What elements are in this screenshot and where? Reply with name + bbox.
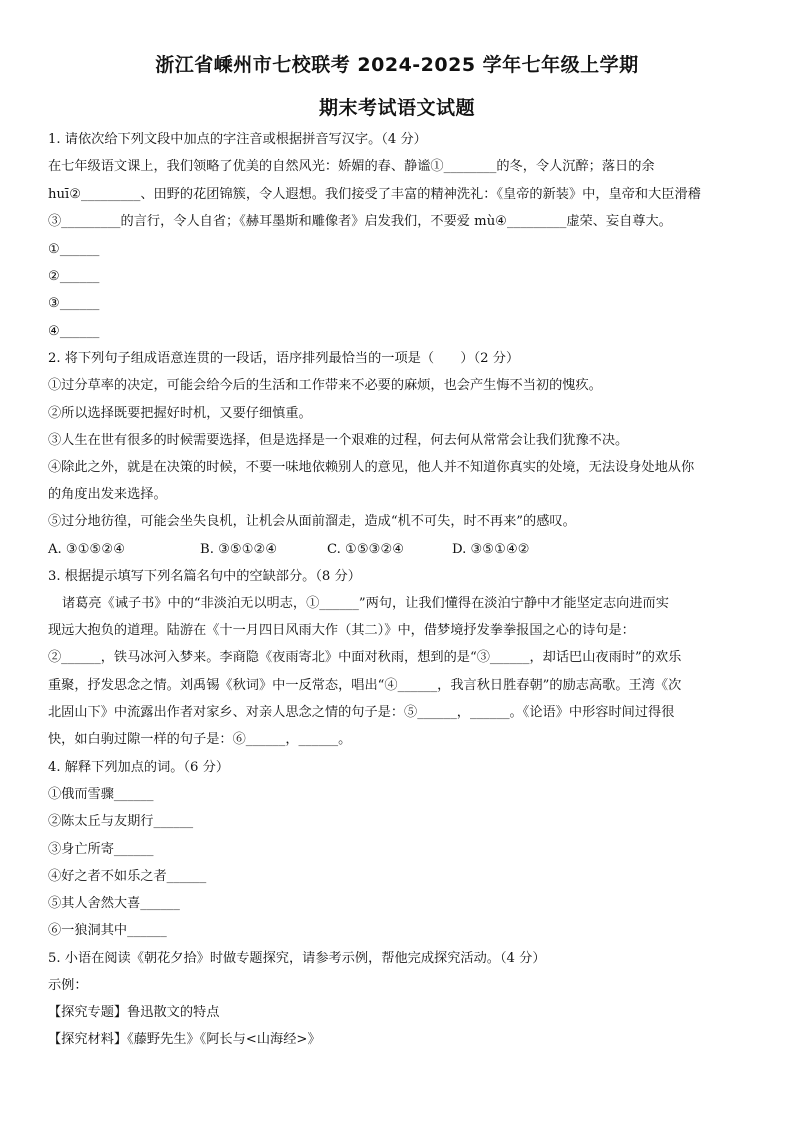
q1-answer-blank-3: ③______ (48, 296, 100, 311)
q2-stem: 2. 将下列句子组成语意连贯的一段话，语序排列最恰当的一项是（ ）（2 分） (48, 351, 520, 366)
q2-option-b[interactable]: B. ③⑤①②④ (200, 542, 278, 557)
q5-example-label: 示例： (48, 978, 88, 993)
q3-line-2: 现远大抱负的道理。陆游在《十一月四日风雨大作（其二）》中，借梦境抒发拳拳报国之心的诗句是： (48, 623, 635, 638)
exam-title: 浙江省嵊州市七校联考 2024-2025 学年七年级上学期 (155, 54, 639, 76)
q3-line-3: ②______，铁马冰河入梦来。李商隐《夜雨寄北》中面对秋雨，想到的是“③______，却话巴山夜雨时”的欢乐 (48, 650, 682, 665)
q5-topic: 【探究专题】鲁迅散文的特点 (48, 1005, 220, 1020)
q2-sentence-4-cont: 的角度出发来选择。 (48, 487, 167, 502)
q2-options (48, 540, 758, 560)
q1-passage-line-3: ③_________的言行，令人自省；《赫耳墨斯和雕像者》启发我们，不要爱 mù④_________虚荣、妄自尊大。 (48, 214, 672, 229)
q4-item-2: ②陈太丘与友期行______ (48, 814, 194, 829)
q4-item-1: ①俄而雪骤______ (48, 787, 154, 802)
q3-line-5: 北固山下》中流露出作者对家乡、对亲人思念之情的句子是：⑤______，______。《论语》中形容时间过得很 (48, 705, 675, 720)
q4-stem: 4. 解释下列加点的词。（6 分） (48, 760, 230, 775)
q2-option-a[interactable]: A. ③①⑤②④ (48, 542, 126, 557)
q3-line-4: 重聚，抒发思念之情。刘禹锡《秋词》中一反常态，唱出“④______，我言秋日胜春朝”的励志高歌。王湾《次 (48, 678, 682, 693)
q1-passage-line-1: 在七年级语文课上，我们领略了优美的自然风光：娇媚的春、静谧①________的冬，令人沉醉；落日的余 (48, 159, 655, 174)
q4-item-5: ⑤其人舍然大喜______ (48, 896, 180, 911)
q2-sentence-5: ⑤过分地彷徨，可能会坐失良机，让机会从面前溜走，造成“机不可失，时不再来”的感叹。 (48, 514, 576, 529)
q5-stem: 5. 小语在阅读《朝花夕拾》时做专题探究，请参考示例，帮他完成探究活动。（4 分） (48, 951, 546, 966)
q3-line-6: 快，如白驹过隙一样的句子是：⑥______，______。 (48, 732, 352, 747)
q3-line-1: 诸葛亮《诫子书》中的“非淡泊无以明志，①______”两句，让我们懂得在淡泊宁静中才能坚定志向进而实 (62, 596, 669, 611)
q1-answer-blank-4: ④______ (48, 324, 100, 339)
q2-sentence-1: ①过分草率的决定，可能会给今后的生活和工作带来不必要的麻烦，也会产生悔不当初的愧疚。 (48, 378, 602, 393)
exam-subtitle: 期末考试语文试题 (318, 97, 475, 119)
q2-sentence-2: ②所以选择既要把握好时机，又要仔细慎重。 (48, 406, 312, 421)
q1-stem: 1. 请依次给下列文段中加点的字注音或根据拼音写汉字。（4 分） (48, 132, 427, 147)
q1-passage-line-2: huī②_________、田野的花团锦簇，令人遐想。我们接受了丰富的精神洗礼：《皇帝的新装》中，皇帝和大臣滑稽 (48, 187, 701, 202)
q4-item-4: ④好之者不如乐之者______ (48, 869, 207, 884)
q1-answer-blank-1: ①______ (48, 242, 100, 257)
q1-answer-blank-2: ②______ (48, 269, 100, 284)
q4-item-6: ⑥一狼洞其中______ (48, 923, 167, 938)
q2-option-d[interactable]: D. ③⑤①④② (452, 542, 530, 557)
q2-option-c[interactable]: C. ①⑤③②④ (327, 542, 405, 557)
q4-item-3: ③身亡所寄______ (48, 842, 154, 857)
q2-sentence-3: ③人生在世有很多的时候需要选择，但是选择是一个艰难的过程，何去何从常常会让我们犹豫不决。 (48, 433, 629, 448)
q2-sentence-4: ④除此之外，就是在决策的时候，不要一味地依赖别人的意见，他人并不知道你真实的处境，无法设身处地从你 (48, 460, 695, 475)
q3-stem: 3. 根据提示填写下列名篇名句中的空缺部分。（8 分） (48, 569, 361, 584)
q5-material: 【探究材料】《藤野先生》《阿长与<山海经>》 (48, 1032, 321, 1047)
